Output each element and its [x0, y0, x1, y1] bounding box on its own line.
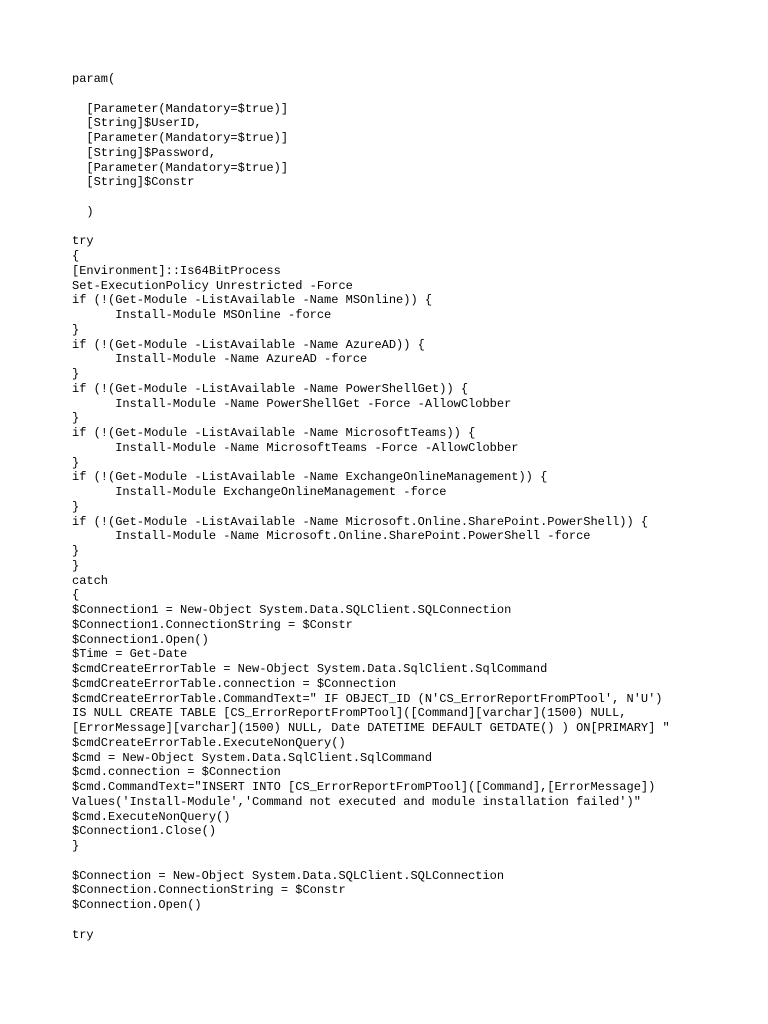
code-line: Install-Module -Name MicrosoftTeams -Force -AllowClobber	[72, 440, 519, 455]
code-line: [Parameter(Mandatory=$true)]	[72, 160, 289, 175]
code-line: [String]$UserID,	[72, 116, 202, 131]
code-line: Install-Module ExchangeOnlineManagement -force	[72, 485, 447, 499]
code-line: $cmdCreateErrorTable.connection = $Connection	[72, 676, 397, 691]
code-page	[72, 72, 728, 942]
code-line: $Connection1.Open()	[72, 632, 209, 647]
code-line: $Connection.ConnectionString = $Constr	[72, 883, 346, 898]
code-line: [Environment]::Is64BitProcess	[72, 263, 281, 278]
code-line: $cmd.connection = $Connection	[72, 765, 281, 780]
code-line: }	[72, 839, 80, 853]
code-line: param(	[72, 72, 116, 86]
code-line: }	[72, 499, 80, 514]
code-line: $cmdCreateErrorTable = New-Object System.Data.SqlClient.SqlCommand	[72, 662, 548, 676]
code-line: if (!(Get-Module -ListAvailable -Name PowerShellGet)) {	[72, 381, 469, 396]
code-line: [String]$Password,	[72, 145, 217, 160]
code-line: $Connection = New-Object System.Data.SQLClient.SQLConnection	[72, 868, 505, 883]
code-line: [Parameter(Mandatory=$true)]	[72, 131, 289, 145]
code-line: $cmd.CommandText="INSERT INTO [CS_ErrorReportFromPTool]([Command],[ErrorMessage])	[72, 780, 656, 794]
code-line	[72, 190, 728, 205]
code-line: )	[72, 204, 94, 219]
code-line: Install-Module -Name PowerShellGet -Force -AllowClobber	[72, 396, 512, 411]
code-line: $cmd.ExecuteNonQuery()	[72, 809, 231, 824]
code-line: $cmdCreateErrorTable.CommandText=" IF OBJECT_ID (N'CS_ErrorReportFromPTool', N'U')	[72, 691, 663, 706]
code-line: Set-ExecutionPolicy Unrestricted -Force	[72, 278, 353, 293]
code-line	[72, 220, 728, 235]
code-line: }	[72, 322, 80, 337]
code-line: }	[72, 455, 80, 470]
code-line: [String]$Constr	[72, 175, 195, 190]
code-line: $cmdCreateErrorTable.ExecuteNonQuery()	[72, 735, 346, 750]
code-line: if (!(Get-Module -ListAvailable -Name ExchangeOnlineManagement)) {	[72, 470, 548, 485]
code-line: Install-Module -Name AzureAD -force	[72, 352, 368, 367]
code-line: $Connection1.ConnectionString = $Constr	[72, 617, 353, 632]
code-line: {	[72, 249, 80, 263]
code-line: {	[72, 588, 80, 603]
code-line: if (!(Get-Module -ListAvailable -Name AzureAD)) {	[72, 337, 425, 352]
code-line	[72, 854, 728, 869]
code-line: try	[72, 927, 94, 942]
code-line: IS NULL CREATE TABLE [CS_ErrorReportFromPTool]([Command][varchar](1500) NULL,	[72, 706, 627, 721]
code-line: }	[72, 367, 80, 381]
code-line	[72, 913, 728, 928]
code-line: [Parameter(Mandatory=$true)]	[72, 101, 289, 116]
code-line: catch	[72, 573, 109, 588]
code-line: Install-Module MSOnline -force	[72, 308, 332, 322]
code-line: $Time = Get-Date	[72, 647, 188, 662]
code-line: }	[72, 411, 80, 426]
code-line: $Connection1 = New-Object System.Data.SQLClient.SQLConnection	[72, 603, 512, 617]
code-line: $Connection.Open()	[72, 898, 202, 912]
code-line: $Connection1.Close()	[72, 824, 217, 839]
code-line: }	[72, 558, 80, 573]
code-line	[72, 87, 728, 102]
code-line: $cmd = New-Object System.Data.SqlClient.SqlCommand	[72, 750, 433, 765]
code-line: Install-Module -Name Microsoft.Online.SharePoint.PowerShell -force	[72, 529, 591, 544]
code-line: if (!(Get-Module -ListAvailable -Name MicrosoftTeams)) {	[72, 426, 476, 440]
code-line: try	[72, 234, 94, 249]
code-line: [ErrorMessage][varchar](1500) NULL, Date DATETIME DEFAULT GETDATE() ) ON[PRIMARY] "	[72, 721, 670, 735]
code-line: Values('Install-Module','Command not executed and module installation failed')"	[72, 794, 641, 809]
code-line: }	[72, 544, 80, 558]
code-line: if (!(Get-Module -ListAvailable -Name Microsoft.Online.SharePoint.PowerShell)) {	[72, 514, 649, 529]
code-line: if (!(Get-Module -ListAvailable -Name MSOnline)) {	[72, 293, 433, 308]
